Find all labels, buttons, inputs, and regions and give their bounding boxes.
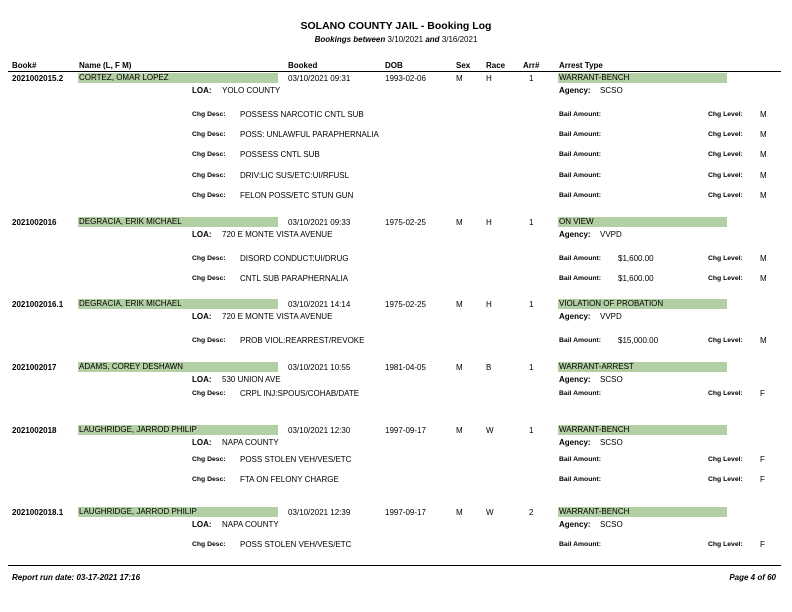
charge-level: M [760,130,767,139]
booking-number: 2021002017 [12,363,57,372]
charge-description: DISORD CONDUCT:UI/DRUG [240,254,349,263]
date-of-birth: 1997-09-17 [385,508,426,517]
arrest-number: 1 [529,426,534,435]
charge-level: M [760,110,767,119]
charge-level: F [760,540,765,549]
agency-label: Agency: [559,86,591,95]
charge-level: M [760,150,767,159]
col-header-booked: Booked [288,61,318,70]
bail-amount-value: $1,600.00 [618,274,654,283]
arrest-type: WARRANT-ARREST [558,362,727,372]
agency-value: VVPD [600,312,622,321]
chg-desc-label: Chg Desc: [192,172,226,179]
sex: M [456,300,463,309]
bail-amount-label: Bail Amount: [559,390,602,397]
chg-level-label: Chg Level: [708,192,743,199]
chg-desc-label: Chg Desc: [192,456,226,463]
chg-desc-label: Chg Desc: [192,390,226,397]
col-header-book: Book# [12,61,37,70]
charge-level: M [760,274,767,283]
agency-label: Agency: [559,375,591,384]
bail-amount-label: Bail Amount: [559,192,602,199]
charge-description: FTA ON FELONY CHARGE [240,475,339,484]
chg-level-label: Chg Level: [708,476,743,483]
charge-description: CNTL SUB PARAPHERNALIA [240,274,349,283]
col-header-arrest-type: Arrest Type [559,61,603,70]
chg-level-label: Chg Level: [708,151,743,158]
arrest-number: 1 [529,74,534,83]
sex: M [456,508,463,517]
arrest-number: 2 [529,508,534,517]
agency-value: VVPD [600,230,622,239]
booking-number: 2021002016 [12,218,57,227]
race: W [486,508,494,517]
inmate-name: DEGRACIA, ERIK MICHAEL [78,299,278,309]
loa-label: LOA: [192,86,212,95]
agency-label: Agency: [559,438,591,447]
subtitle-prefix: Bookings between [314,35,386,44]
bail-amount-label: Bail Amount: [559,275,602,282]
col-header-sex: Sex [456,61,471,70]
booking-number: 2021002018.1 [12,508,64,517]
charge-description: DRIV:LIC SUS/ETC:UI/RFUSL [240,171,350,180]
loa-value: 720 E MONTE VISTA AVENUE [222,312,333,321]
booking-number: 2021002016.1 [12,300,64,309]
inmate-name: LAUGHRIDGE, JARROD PHILIP [78,425,278,435]
charge-level: M [760,171,767,180]
arrest-type: WARRANT-BENCH [558,73,727,83]
report-run-date: Report run date: 03-17-2021 17:16 [12,573,141,582]
race: B [486,363,492,372]
bail-amount-label: Bail Amount: [559,476,602,483]
col-header-name: Name (L, F M) [79,61,132,70]
sex: M [456,74,463,83]
arrest-type: WARRANT-BENCH [558,425,727,435]
agency-value: SCSO [600,375,623,384]
booked-datetime: 03/10/2021 14:14 [288,300,351,309]
bail-amount-label: Bail Amount: [559,456,602,463]
date-of-birth: 1993-02-06 [385,74,426,83]
col-header-arr: Arr# [523,61,540,70]
loa-label: LOA: [192,312,212,321]
bail-amount-label: Bail Amount: [559,151,602,158]
charge-description: POSS: UNLAWFUL PARAPHERNALIA [240,130,379,139]
chg-desc-label: Chg Desc: [192,151,226,158]
agency-value: SCSO [600,520,623,529]
arrest-type: WARRANT-BENCH [558,507,727,517]
chg-desc-label: Chg Desc: [192,111,226,118]
agency-value: SCSO [600,438,623,447]
footer-rule [8,565,781,566]
inmate-name: CORTEZ, OMAR LOPEZ [78,73,278,83]
chg-level-label: Chg Level: [708,111,743,118]
chg-level-label: Chg Level: [708,456,743,463]
chg-level-label: Chg Level: [708,255,743,262]
chg-desc-label: Chg Desc: [192,337,226,344]
date-of-birth: 1981-04-05 [385,363,426,372]
page-number: Page 4 of 60 [729,573,776,582]
loa-label: LOA: [192,375,212,384]
col-header-race: Race [486,61,506,70]
booked-datetime: 03/10/2021 12:30 [288,426,351,435]
chg-desc-label: Chg Desc: [192,131,226,138]
charge-description: POSSESS CNTL SUB [240,150,320,159]
bail-amount-label: Bail Amount: [559,131,602,138]
loa-label: LOA: [192,438,212,447]
chg-desc-label: Chg Desc: [192,255,226,262]
agency-label: Agency: [559,230,591,239]
charge-level: M [760,191,767,200]
date-from: 3/10/2021 [387,35,424,44]
report-subtitle [0,35,792,44]
inmate-name: LAUGHRIDGE, JARROD PHILIP [78,507,278,517]
bail-amount-value: $1,600.00 [618,254,654,263]
arrest-number: 1 [529,363,534,372]
chg-desc-label: Chg Desc: [192,275,226,282]
chg-level-label: Chg Level: [708,172,743,179]
bail-amount-label: Bail Amount: [559,255,602,262]
report-title: SOLANO COUNTY JAIL - Booking Log [300,20,492,32]
date-of-birth: 1975-02-25 [385,300,426,309]
charge-description: FELON POSS/ETC STUN GUN [240,191,354,200]
bail-amount-label: Bail Amount: [559,337,602,344]
chg-level-label: Chg Level: [708,337,743,344]
agency-value: SCSO [600,86,623,95]
charge-level: M [760,254,767,263]
chg-desc-label: Chg Desc: [192,541,226,548]
bail-amount-label: Bail Amount: [559,111,602,118]
loa-value: YOLO COUNTY [222,86,281,95]
date-of-birth: 1975-02-25 [385,218,426,227]
booked-datetime: 03/10/2021 09:33 [288,218,351,227]
chg-level-label: Chg Level: [708,390,743,397]
race: H [486,300,492,309]
loa-label: LOA: [192,230,212,239]
bail-amount-label: Bail Amount: [559,172,602,179]
inmate-name: ADAMS, COREY DESHAWN [78,362,278,372]
col-header-dob: DOB [385,61,403,70]
sex: M [456,426,463,435]
booking-number: 2021002015.2 [12,74,64,83]
loa-value: NAPA COUNTY [222,438,279,447]
loa-value: 530 UNION AVE [222,375,281,384]
date-of-birth: 1997-09-17 [385,426,426,435]
chg-level-label: Chg Level: [708,275,743,282]
arrest-type: ON VIEW [558,217,727,227]
subtitle-and: and [425,35,440,44]
loa-label: LOA: [192,520,212,529]
bail-amount-value: $15,000.00 [618,336,659,345]
race: H [486,218,492,227]
date-to: 3/16/2021 [441,35,478,44]
inmate-name: DEGRACIA, ERIK MICHAEL [78,217,278,227]
arrest-number: 1 [529,218,534,227]
loa-value: 720 E MONTE VISTA AVENUE [222,230,333,239]
charge-description: PROB VIOL:REARREST/REVOKE [240,336,365,345]
charge-description: POSS STOLEN VEH/VES/ETC [240,540,352,549]
chg-desc-label: Chg Desc: [192,476,226,483]
booked-datetime: 03/10/2021 09:31 [288,74,351,83]
charge-description: CRPL INJ:SPOUS/COHAB/DATE [240,389,360,398]
agency-label: Agency: [559,312,591,321]
charge-level: F [760,455,765,464]
race: W [486,426,494,435]
bail-amount-label: Bail Amount: [559,541,602,548]
loa-value: NAPA COUNTY [222,520,279,529]
race: H [486,74,492,83]
sex: M [456,363,463,372]
sex: M [456,218,463,227]
header-rule [8,71,781,72]
agency-label: Agency: [559,520,591,529]
charge-level: M [760,336,767,345]
booking-number: 2021002018 [12,426,57,435]
chg-level-label: Chg Level: [708,541,743,548]
chg-level-label: Chg Level: [708,131,743,138]
booked-datetime: 03/10/2021 12:39 [288,508,351,517]
charge-level: F [760,389,765,398]
chg-desc-label: Chg Desc: [192,192,226,199]
booked-datetime: 03/10/2021 10:55 [288,363,351,372]
charge-level: F [760,475,765,484]
arrest-type: VIOLATION OF PROBATION [558,299,727,309]
arrest-number: 1 [529,300,534,309]
charge-description: POSS STOLEN VEH/VES/ETC [240,455,352,464]
charge-description: POSSESS NARCOTIC CNTL SUB [240,110,364,119]
